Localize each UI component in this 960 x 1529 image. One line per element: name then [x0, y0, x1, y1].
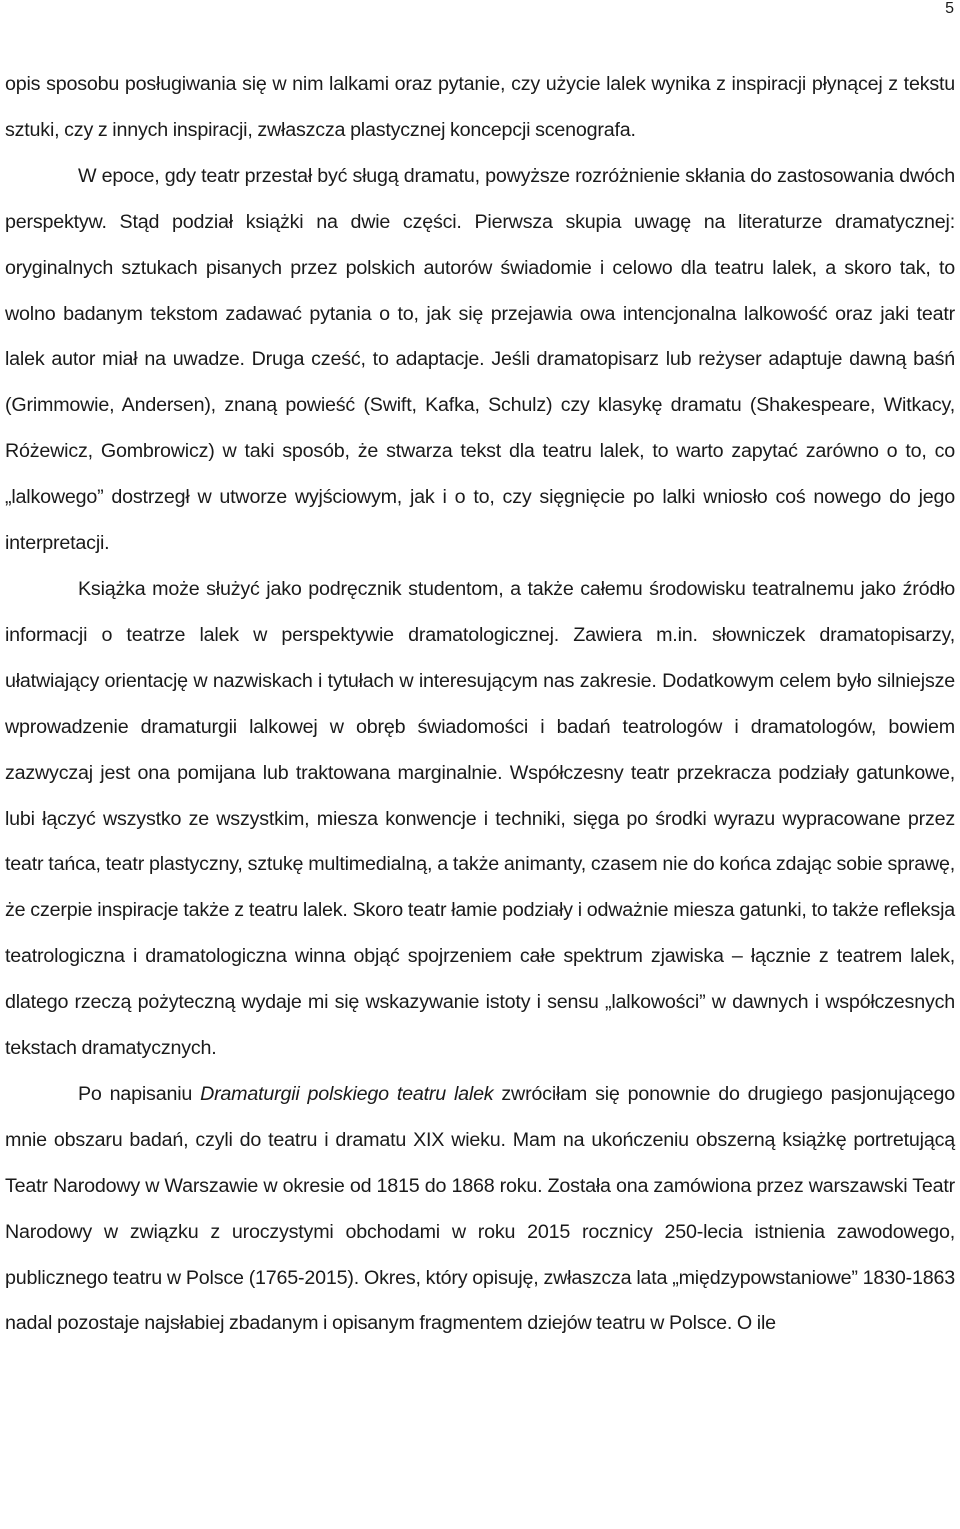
page-number: 5: [945, 0, 954, 17]
paragraph-4-lead: Po napisaniu: [78, 1082, 201, 1105]
paragraph-3: Książka może służyć jako podręcznik studentom, a także całemu środowisku teatralnemu jako źródło informacji o teatrze lalek w perspektywie dramatologicznej. Zawiera m.in. słowniczek dramatopisarzy, ułatwiający orientację w nazwiskach i tytułach w interesującym nas zakresie. Dodatkowym celem było silniejsze wprowadzenie dramaturgii lalkowej w obręb świadomości i badań teatrologów i dramatologów, bowiem zazwyczaj jest ona pomijana lub traktowana marginalnie. Współczesny teatr przekracza podziały gatunkowe, lubi łączyć wszystko ze wszystkim, miesza konwencje i techniki, sięga po środki wyrazu wypracowane przez teatr tańca, teatr plastyczny, sztukę multimedialną, a także animanty, czasem nie do końca zdając sobie sprawę, że czerpie inspiracje także z teatru lalek. Skoro teatr łamie podziały i odważnie miesza gatunki, to także refleksja teatrologiczna i dramatologiczna winna objąć spojrzeniem całe spektrum zjawiska – łącznie z teatrem lalek, dlatego rzeczą pożyteczną wydaje mi się wskazywanie istoty i sensu „lalkowości” w dawnych i współczesnych tekstach dramatycznych.: [5, 577, 955, 1060]
paragraph-2: W epoce, gdy teatr przestał być sługą dramatu, powyższe rozróżnienie skłania do zastosowania dwóch perspektyw. Stąd podział książki na dwie części. Pierwsza skupia uwagę na literaturze dramatycznej: oryginalnych sztukach pisanych przez polskich autorów świadomie i celowo dla teatru lalek, a skoro tak, to wolno badanym tekstom zadawać pytania o to, jak się przejawia owa intencjonalna lalkowość oraz jaki teatr lalek autor miał na uwadze. Druga cześć, to adaptacje. Jeśli dramatopisarz lub reżyser adaptuje dawną baśń (Grimmowie, Andersen), znaną powieść (Swift, Kafka, Schulz) czy klasykę dramatu (Shakespeare, Witkacy, Różewicz, Gombrowicz) w taki sposób, że stwarza tekst dla teatru lalek, to warto zapytać zarówno o to, co „lalkowego” dostrzegł w utworze wyjściowym, jak i o to, czy sięgnięcie po lalki wniosło coś nowego do jego interpretacji.: [5, 164, 955, 555]
book-title: Dramaturgii polskiego teatru lalek: [200, 1082, 494, 1105]
paragraph-1: opis sposobu posługiwania się w nim lalkami oraz pytanie, czy użycie lalek wynika z inspiracji płynącej z tekstu sztuki, czy z innych inspiracji, zwłaszcza plastycznej koncepcji scenografa.: [5, 73, 955, 141]
paragraph-4: [5, 1072, 955, 1347]
document-body: [5, 62, 955, 1347]
paragraph-4-rest: zwróciłam się ponownie do drugiego pasjonującego mnie obszaru badań, czyli do teatru i dramatu XIX wieku. Mam na ukończeniu obszerną książkę portretującą Teatr Narodowy w Warszawie w okresie od 1815 do 1868 roku. Została ona zamówiona przez warszawski Teatr Narodowy w związku z uroczystymi obchodami w roku 2015 rocznicy 250-lecia istnienia zawodowego, publicznego teatru w Polsce (1765-2015). Okres, który opisuję, zwłaszcza lata „międzypowstaniowe” 1830-1863 nadal pozostaje najsłabiej zbadanym i opisanym fragmentem dziejów teatru w Polsce. O ile: [5, 1082, 956, 1335]
